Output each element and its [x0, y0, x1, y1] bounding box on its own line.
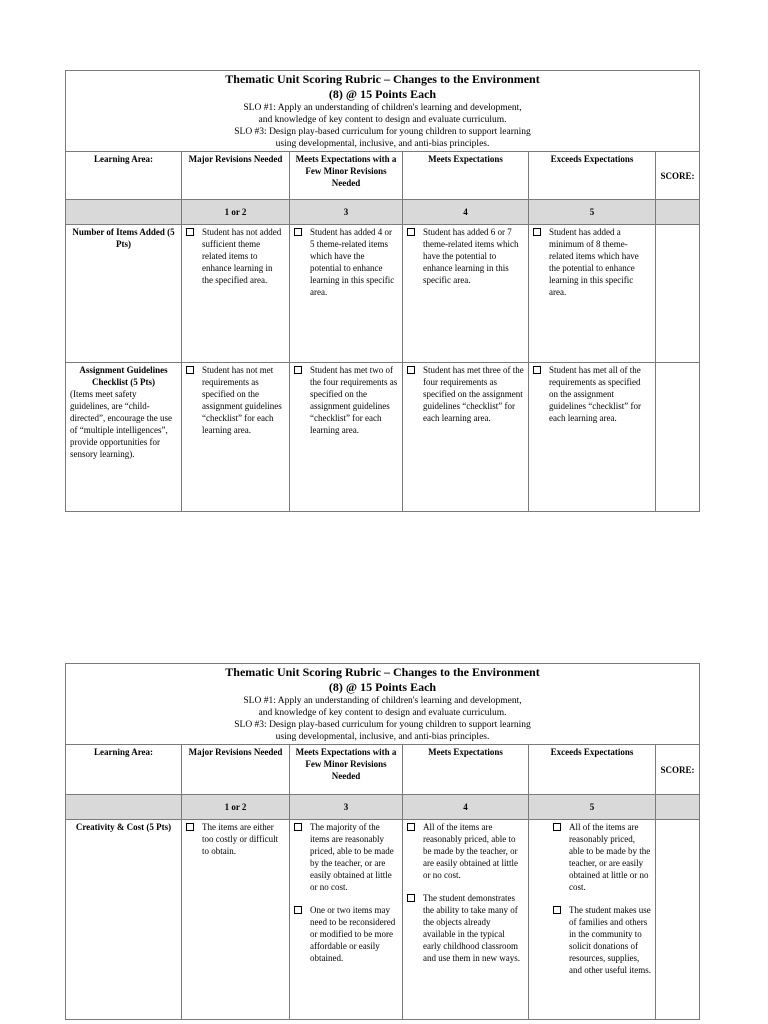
- slo-line: and knowledge of key content to design and evaluate curriculum.: [258, 708, 507, 718]
- criteria-cell: [403, 820, 529, 1020]
- slo-line: using developmental, inclusive, and anti-bias principles.: [275, 732, 490, 742]
- criteria-cell: [290, 820, 403, 1020]
- checkbox-icon: [407, 228, 415, 236]
- slo-line: and knowledge of key content to design and evaluate curriculum.: [258, 115, 507, 125]
- criterion-item: [533, 821, 651, 893]
- slo-line: SLO #1: Apply an understanding of children's learning and development,: [243, 103, 522, 113]
- rubric-header: [66, 71, 700, 152]
- criterion-text: The majority of the items are reasonably priced, able to be made by the teacher, or are easily obtained at little or no cost.: [310, 822, 394, 892]
- learning-area-description: (Items meet safety guidelines, are “child-directed”, encourage the use of “multiple intelligences”, provide opportunities for sensory learning).: [70, 389, 172, 459]
- score-band: 3: [290, 200, 403, 225]
- score-cell[interactable]: [656, 363, 700, 512]
- checkbox-icon: [407, 823, 415, 831]
- column-header-major-revisions: Major Revisions Needed: [182, 152, 290, 200]
- checkbox-icon: [407, 366, 415, 374]
- checkbox-icon: [294, 906, 302, 914]
- criterion-text: Student has met two of the four requirements as specified on the assignment guidelines “checklist” for each learning area.: [310, 365, 398, 435]
- criterion-item: [294, 364, 398, 436]
- checkbox-icon: [186, 366, 194, 374]
- criterion-item: [407, 226, 524, 286]
- score-band: 3: [290, 795, 403, 820]
- rubric-subtitle: (8) @ 15 Points Each: [328, 87, 437, 101]
- criterion-item: [294, 226, 398, 298]
- checkbox-icon: [294, 366, 302, 374]
- column-header-meets-with-revisions: Meets Expectations with a Few Minor Revisions Needed: [290, 745, 403, 795]
- score-band: 5: [529, 795, 656, 820]
- criterion-item: [294, 821, 398, 893]
- rubric-header: [66, 664, 700, 745]
- learning-area-name: Creativity & Cost (5 Pts): [75, 822, 172, 832]
- rubric-title: Thematic Unit Scoring Rubric – Changes to the Environment: [225, 72, 540, 86]
- criterion-item: [533, 226, 651, 298]
- column-header-major-revisions: Major Revisions Needed: [182, 745, 290, 795]
- criterion-item: [186, 226, 285, 286]
- criterion-text: Student has added 4 or 5 theme-related items which have the potential to enhance learning in this specific area.: [310, 227, 395, 297]
- criterion-item: [186, 364, 285, 436]
- band-blank-cell: [66, 795, 182, 820]
- criterion-item: [186, 821, 285, 857]
- learning-area-cell: [66, 820, 182, 1020]
- criterion-text: Student has added 6 or 7 theme-related items which have the potential to enhance learning in this specific area.: [423, 227, 519, 285]
- score-band: 4: [403, 200, 529, 225]
- criteria-cell: [182, 820, 290, 1020]
- criterion-text: All of the items are reasonably priced, able to be made by the teacher, or are easily obtained at little or no cost.: [569, 822, 651, 892]
- criteria-cell: [290, 363, 403, 512]
- band-blank-cell: [656, 200, 700, 225]
- criteria-cell: [290, 225, 403, 363]
- criterion-text: Student has met all of the requirements as specified on the assignment guidelines “checklist” for each learning area.: [549, 365, 641, 423]
- score-band: 1 or 2: [182, 795, 290, 820]
- checkbox-icon: [533, 228, 541, 236]
- checkbox-icon: [294, 228, 302, 236]
- criteria-cell: [182, 363, 290, 512]
- band-blank-cell: [656, 795, 700, 820]
- column-header-learning-area: Learning Area:: [66, 745, 182, 795]
- slo-line: SLO #3: Design play-based curriculum for young children to support learning: [234, 720, 531, 730]
- rubric-subtitle: (8) @ 15 Points Each: [328, 680, 437, 694]
- checkbox-icon: [553, 906, 561, 914]
- criterion-text: All of the items are reasonably priced, able to be made by the teacher, or are easily obtained at little or no cost.: [423, 822, 518, 880]
- criterion-text: Student has met three of the four requirements as specified on the assignment guidelines “checklist” for each learning area.: [423, 365, 524, 423]
- checkbox-icon: [186, 823, 194, 831]
- score-band: 1 or 2: [182, 200, 290, 225]
- criterion-text: Student has not added sufficient theme related items to enhance learning in the specified area.: [202, 227, 282, 285]
- score-cell[interactable]: [656, 225, 700, 363]
- slo-line: SLO #1: Apply an understanding of children's learning and development,: [243, 696, 522, 706]
- score-band: 4: [403, 795, 529, 820]
- rubric-title: Thematic Unit Scoring Rubric – Changes to the Environment: [225, 665, 540, 679]
- criterion-item: [533, 904, 651, 976]
- checkbox-icon: [533, 366, 541, 374]
- learning-area-cell: [66, 363, 182, 512]
- criterion-item: [294, 904, 398, 964]
- criterion-item: [407, 364, 524, 424]
- checkbox-icon: [186, 228, 194, 236]
- column-header-exceeds-expectations: Exceeds Expectations: [529, 152, 656, 200]
- column-header-score: SCORE:: [656, 152, 700, 200]
- slo-line: SLO #3: Design play-based curriculum for young children to support learning: [234, 127, 531, 137]
- column-header-score: SCORE:: [656, 745, 700, 795]
- criterion-item: [407, 821, 524, 881]
- criteria-cell: [529, 820, 656, 1020]
- criterion-text: Student has not met requirements as specified on the assignment guidelines “checklist” for each learning area.: [202, 365, 282, 435]
- criterion-text: The student makes use of families and others in the community to solicit donations of resources, supplies, and other useful items.: [569, 905, 651, 975]
- column-header-meets-expectations: Meets Expectations: [403, 745, 529, 795]
- learning-area-name: Number of Items Added (5 Pts): [72, 227, 175, 249]
- scoring-rubric-table: [65, 70, 700, 512]
- criterion-item: [533, 364, 651, 424]
- criterion-text: The student demonstrates the ability to take many of the objects already available in the typical early childhood classroom and use them in new ways.: [423, 893, 520, 963]
- criterion-text: One or two items may need to be reconsidered or modified to be more affordable or easily obtained.: [310, 905, 396, 963]
- learning-area-name: Assignment Guidelines Checklist (5 Pts): [79, 365, 168, 387]
- criterion-text: Student has added a minimum of 8 theme-related items which have the potential to enhance learning in this specific area.: [549, 227, 639, 297]
- score-cell[interactable]: [656, 820, 700, 1020]
- criteria-cell: [182, 225, 290, 363]
- scoring-rubric-table: [65, 663, 700, 1020]
- checkbox-icon: [294, 823, 302, 831]
- learning-area-cell: [66, 225, 182, 363]
- checkbox-icon: [553, 823, 561, 831]
- criterion-item: [407, 892, 524, 964]
- score-band: 5: [529, 200, 656, 225]
- criterion-text: The items are either too costly or difficult to obtain.: [202, 822, 279, 856]
- slo-line: using developmental, inclusive, and anti-bias principles.: [275, 139, 490, 149]
- checkbox-icon: [407, 894, 415, 902]
- column-header-meets-with-revisions: Meets Expectations with a Few Minor Revisions Needed: [290, 152, 403, 200]
- criteria-cell: [403, 225, 529, 363]
- column-header-exceeds-expectations: Exceeds Expectations: [529, 745, 656, 795]
- criteria-cell: [403, 363, 529, 512]
- criteria-cell: [529, 363, 656, 512]
- column-header-meets-expectations: Meets Expectations: [403, 152, 529, 200]
- criteria-cell: [529, 225, 656, 363]
- band-blank-cell: [66, 200, 182, 225]
- column-header-learning-area: Learning Area:: [66, 152, 182, 200]
